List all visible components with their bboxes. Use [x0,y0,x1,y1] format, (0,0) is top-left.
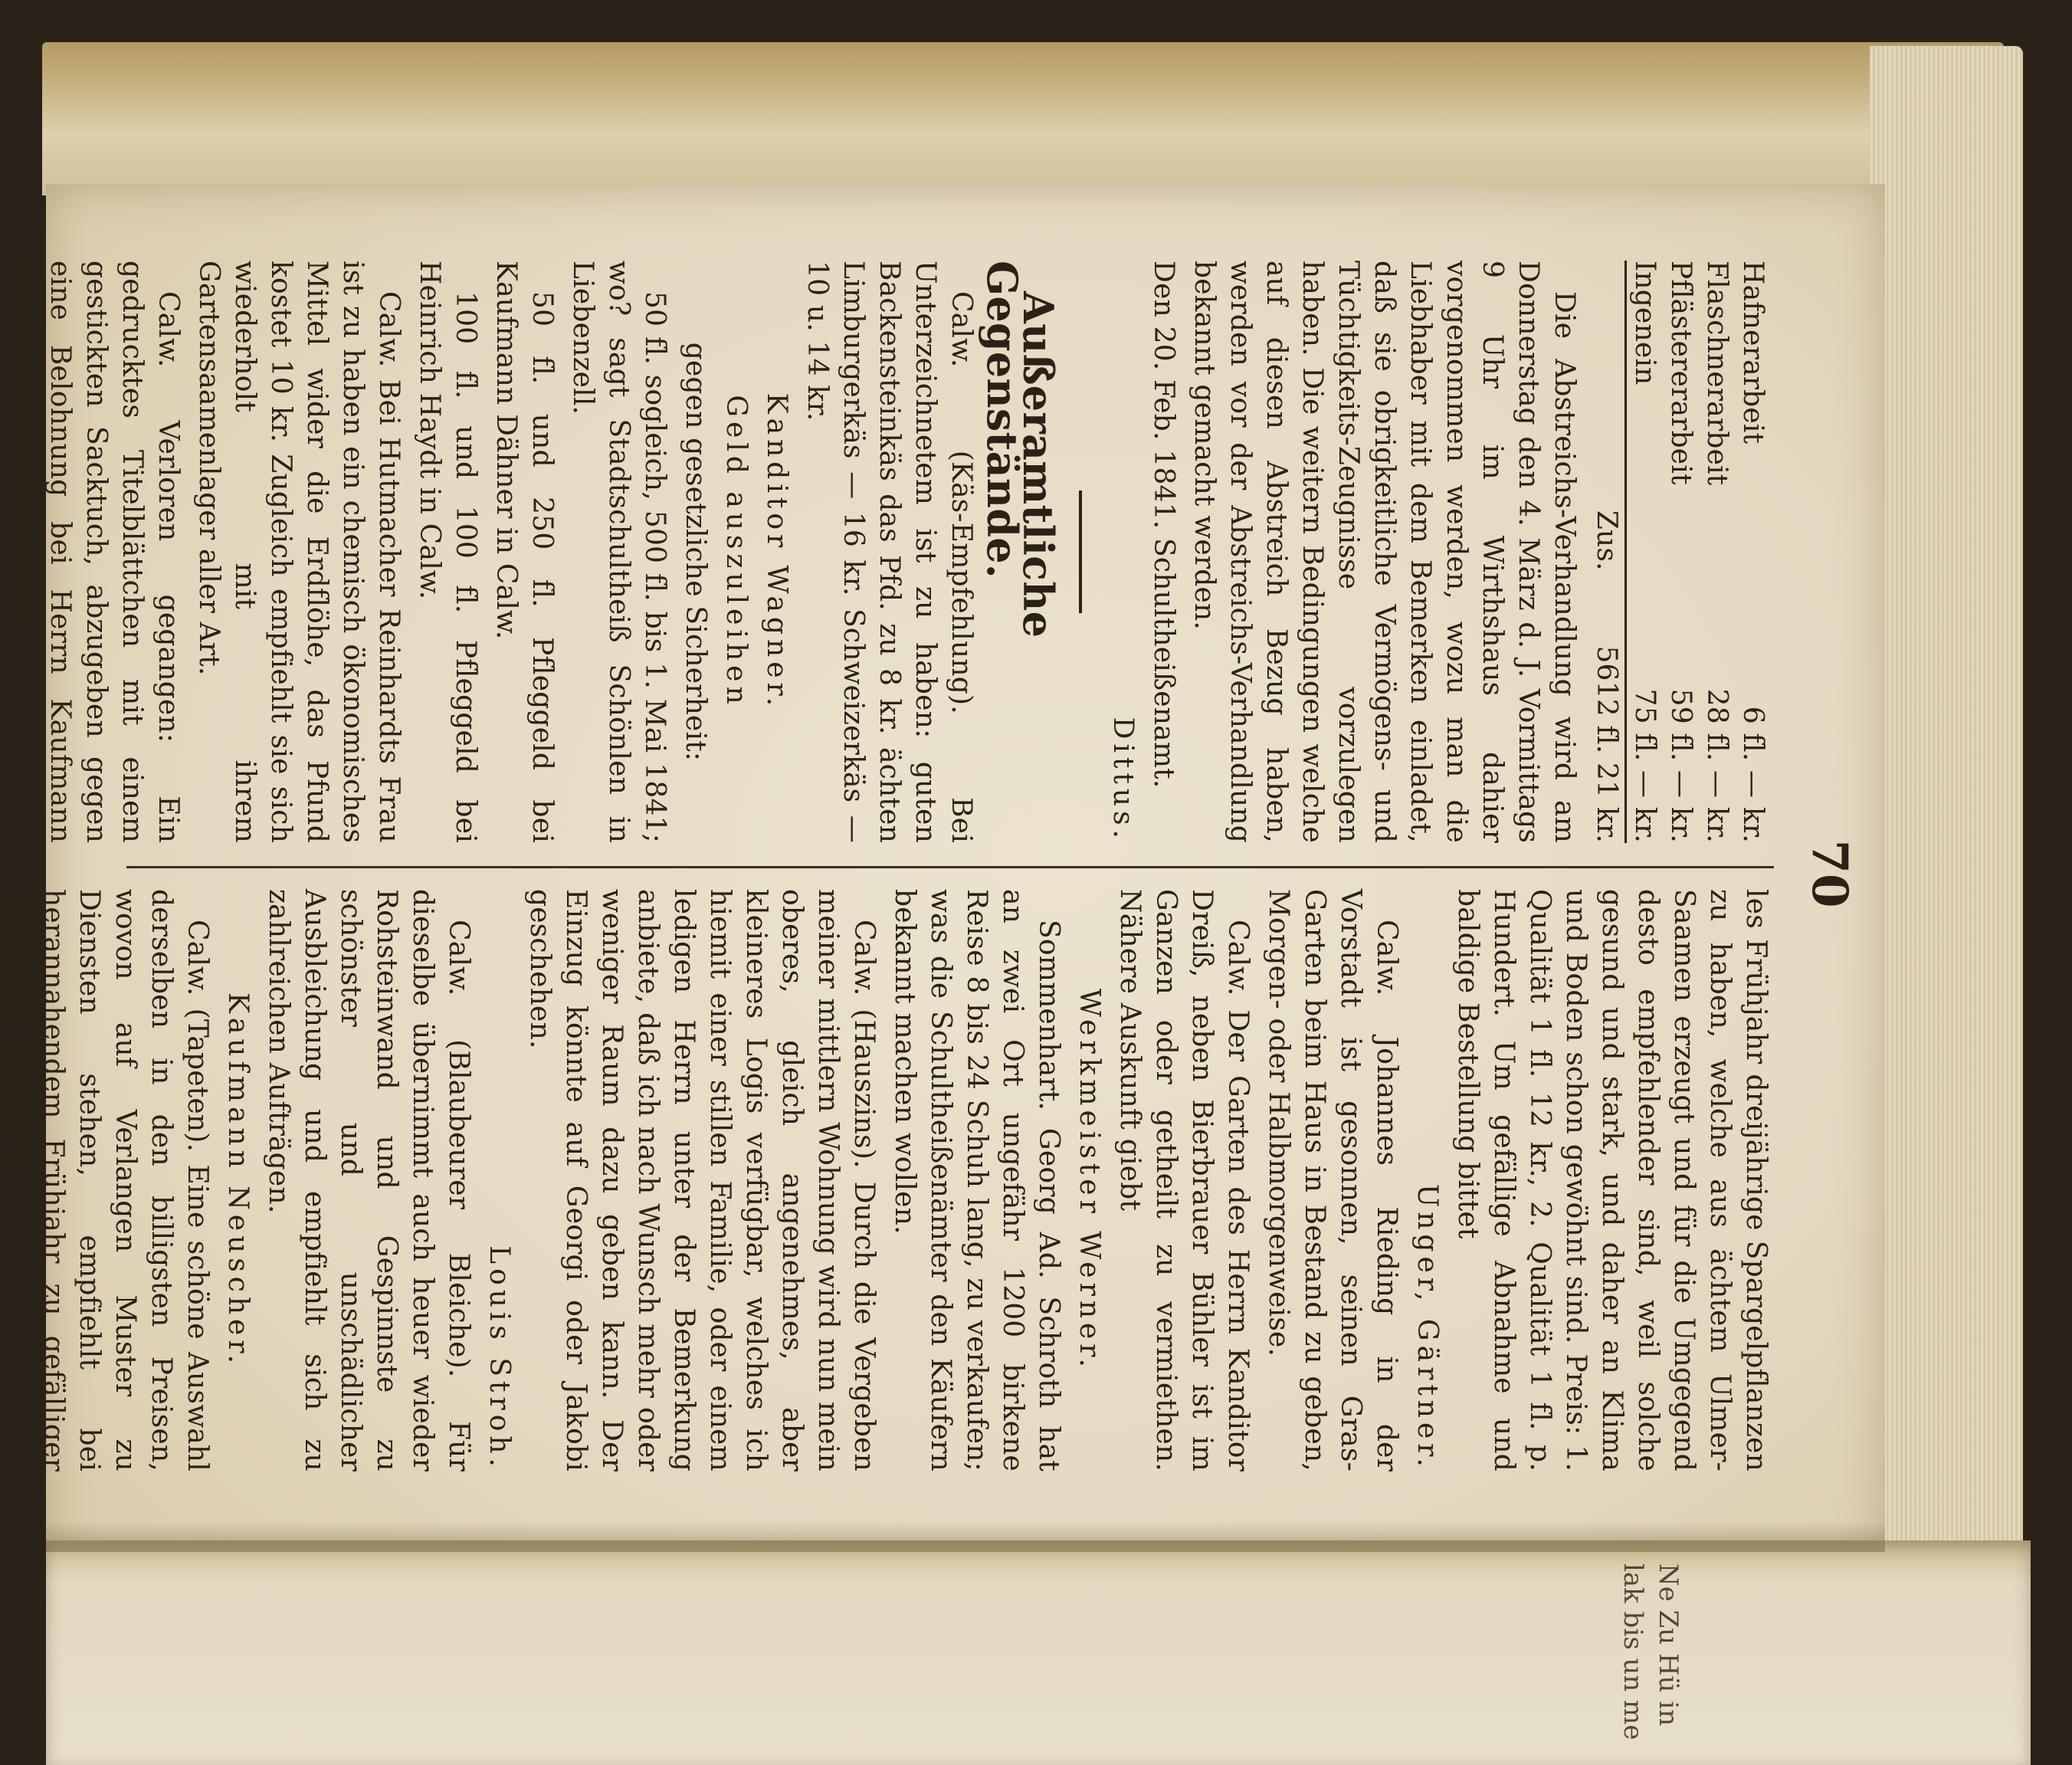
ad-subheading: gegen gesetzliche Sicherheit: [680,342,711,762]
ad-signature: Kanditor Wagner. [761,392,792,711]
ad-text: Sommenhart. Georg Ad. Schroth hat an zwei Ort ungefähr 1200 birkene Reise 8 bis 24 Schuh lang, zu verkaufen; was die Schultheißenämter den Käufern bekannt machen wollen. [889,889,1064,1471]
ad-text: Calw. Der Garten des Herrn Kanditor Dreiß, neben Bierbrauer Bühler ist im Ganzen oder getheilt zu vermiethen. Nähere Auskunft giebt [1114,889,1254,1471]
ad-signature: Werkmeister Werner. [1074,988,1105,1372]
work-value: 28 fl. — kr. [1701,688,1733,843]
ad-text: Calw. Johannes Rieding in der Vorstadt ist gesonnen, seinen Gras-Garten beim Haus in Bestand zu geben, Morgen- oder Halbmorgenweise. [1263,889,1402,1471]
rotated-page-content [2,230,1858,1517]
ad-text: 50 fl. und 250 fl. Pfleggeld bei Kaufmann Dähner in Calw. [490,261,558,843]
ad-signature: Unger, Gärtner. [1411,1183,1443,1471]
ad-text: Calw. (Hauszins). Durch die Vergeben meiner mittlern Wohnung wird nun mein oberes, gleich angenehmes, aber kleineres Logis verfügbar, welches ich hiemit einer stillen Familie, oder einem ledigen Herrn unter der Bemerkung anbiete, daß ich nach Wunsch mehr oder weniger Raum dazu geben kann. Der Einzug könnte auf Georgi oder Jakobi geschehen. [524,889,880,1471]
work-label: Pflästererarbeit [1665,261,1697,485]
page-number: 70 [1801,839,1858,908]
ad-text: Calw. (Tapeten). Eine schöne Auswahl derselben in den billigsten Preisen, wovon auf Verlangen Muster zu Diensten stehen, empfiehlt bei herannahendem Frühjahr zu gefälliger Abnahme ergebenst [2,889,213,1471]
ad-signature: Louis Stroh. [484,1245,515,1471]
ad-text: Calw. (Blaubeurer Bleiche). Für dieselbe übernimmt auch heuer wieder Rohsteinwand und Gespinnste zu schönster und unschädlicher Ausbleichung und empfiehlt sich zu zahlreichen Aufträgen. [263,889,474,1471]
column-rule [126,866,1774,868]
section-heading: Außeramtliche Gegenstände. [978,261,1063,638]
table-row [1735,261,1771,843]
following-page-fragment: Ne Zu Hü in lak bis un me [1618,1563,1684,1740]
ad-signature: Kaufmann Neuscher. [222,992,254,1369]
ad-text: Calw. Bei Hutmacher Reinhardts Frau ist zu haben ein chemisch ökonomisches Mittel wider die Erdflöhe, das Pfund kostet 10 kr. Zugleich empfiehlt sie sich wiederholt mit ihrem Gartensaamenlager aller Art. [193,261,405,843]
notice-signature: Dittus. [1107,717,1139,843]
table-sum-row [1588,261,1626,843]
book-page-stack [1870,46,2023,1694]
sum-label: Zus. [1588,261,1626,571]
work-label: Ingenein [1629,261,1661,385]
ad-text: Calw. (Käs-Empfehlung). Bei Unterzeichnetem ist zu haben: guten Backensteinkäs das Pfd. zu 8 kr. ächten Limburgerkäs — 16 kr. Schweizerkäs — 10 u. 14 kr. [802,261,977,843]
gutter-shadow [46,1521,1885,1552]
table-row [1699,261,1735,843]
sum-value: 5612 fl. 21 kr. [1588,571,1626,843]
following-page [46,1540,2031,1765]
ad-text [0,261,2,843]
ad-text: 100 fl. und 100 fl. Pfleggeld bei Heinrich Haydt in Calw. [414,261,481,843]
ad-text: les Frühjahr dreijährige Spargelpflanzen zu haben, welche aus ächtem Ulmer-Saamen erzeugt und für die Umgegend desto empfehlender sind, weil solche gesund und stark, und daher an Klima und Boden schon gewöhnt sind. Preis: 1. Qualität 1 fl. 12 kr., 2. Qualität 1 fl. p. Hundert. Um gefällige Abnahme und baldige Bestellung bittet [1452,889,1772,1471]
work-label: Flaschnerarbeit [1701,261,1733,486]
ad-heading: Geld auszuleihen [720,395,752,709]
notice-date: Den 20. Feb. 1841. Schultheißenamt. [1148,261,1179,789]
right-column [0,889,1774,1471]
left-column [0,261,1774,843]
section-divider [1079,490,1082,613]
book-top-edge [42,42,2004,195]
work-value: 6 fl. — kr. [1737,706,1769,843]
ad-text: Calw. Verloren gegangen: Ein gedrucktes Titelblättchen mit einem gestickten Sacktuch, abzugeben gegen eine Belohnung bei Herrn Kaufmann Enslin in der Ledergasse. [8,261,184,843]
ad-text: 50 fl. sogleich, 500 fl. bis 1. Mai 1841; wo? sagt Stadtschultheiß Schönlen in Liebenzell. [567,261,670,843]
notice-text: Die Abstreichs-Verhandlung wird am Donnerstag den 4. März d. J. Vormittags 9 Uhr im Wirthshaus dahier vorgenommen werden, wozu man die Liebhaber mit dem Bemerken einladet, daß sie obrigkeitliche Vermögens- und Tüchtigkeits-Zeugnisse vorzulegen haben. Die weitern Bedingungen welche auf diesen Abstreich Bezug haben, werden vor der Abstreichs-Verhandlung bekannt gemacht werden. [1188,261,1580,843]
work-value: 59 fl. — kr. [1665,688,1697,843]
work-label: Hafnerarbeit [1737,261,1769,445]
work-cost-table [1588,261,1771,843]
table-row [1663,261,1699,843]
work-value: 75 fl. — kr. [1629,688,1661,843]
table-row [1626,261,1664,843]
